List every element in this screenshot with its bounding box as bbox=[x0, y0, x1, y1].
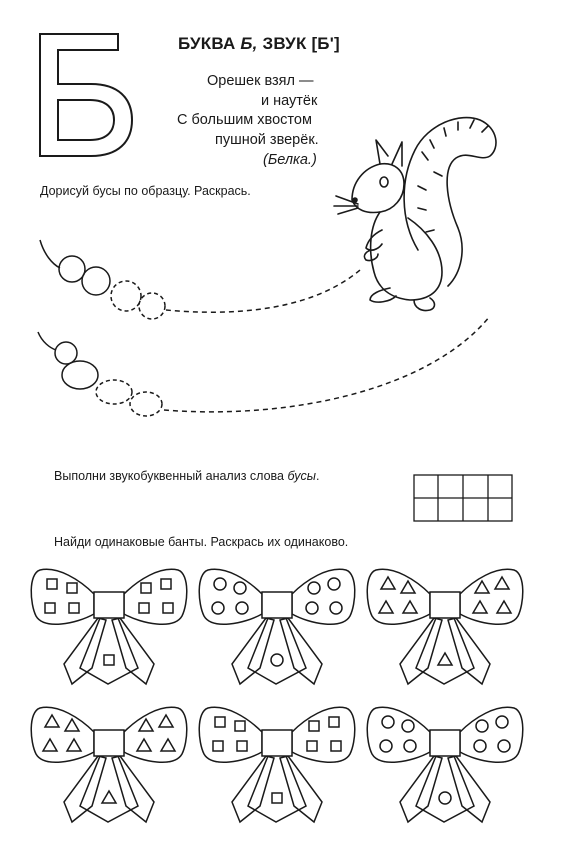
bead-dashed-1 bbox=[111, 281, 141, 311]
bow-2[interactable] bbox=[199, 569, 355, 684]
bead-sample-4 bbox=[62, 361, 98, 389]
bow-1[interactable] bbox=[31, 569, 187, 684]
task-sound-analysis: Выполни звукобуквенный анализ слова бусы. bbox=[54, 469, 320, 483]
page-title: БУКВА Б, ЗВУК [Б'] bbox=[178, 34, 340, 53]
bow-5[interactable] bbox=[199, 707, 355, 822]
riddle-line-4: пушной зверёк. bbox=[215, 132, 319, 148]
bead-string-2 bbox=[164, 316, 490, 412]
bead-dashed-2 bbox=[139, 293, 165, 319]
bead-dashed-3 bbox=[96, 380, 132, 404]
riddle-answer: (Белка.) bbox=[263, 152, 317, 168]
riddle-line-2: и наутёк bbox=[261, 93, 318, 109]
riddle-line-1: Орешек взял — bbox=[207, 73, 314, 89]
bead-string-1 bbox=[166, 270, 360, 312]
bead-sample-3 bbox=[55, 342, 77, 364]
bow-4[interactable] bbox=[31, 707, 187, 822]
bows-exercise bbox=[28, 560, 538, 840]
beads-exercise bbox=[30, 220, 510, 440]
task-bows: Найди одинаковые банты. Раскрась их одинаково. bbox=[54, 535, 349, 549]
bow-6[interactable] bbox=[367, 707, 523, 822]
bead-sample-1 bbox=[59, 256, 85, 282]
bead-sample-2 bbox=[82, 267, 110, 295]
bead-dashed-4 bbox=[130, 392, 162, 416]
sound-analysis-grid[interactable] bbox=[413, 474, 513, 522]
riddle-line-3: С большим хвостом bbox=[177, 112, 312, 128]
task-beads: Дорисуй бусы по образцу. Раскрась. bbox=[40, 184, 251, 198]
bow-3[interactable] bbox=[367, 569, 523, 684]
big-letter-b bbox=[36, 30, 136, 160]
